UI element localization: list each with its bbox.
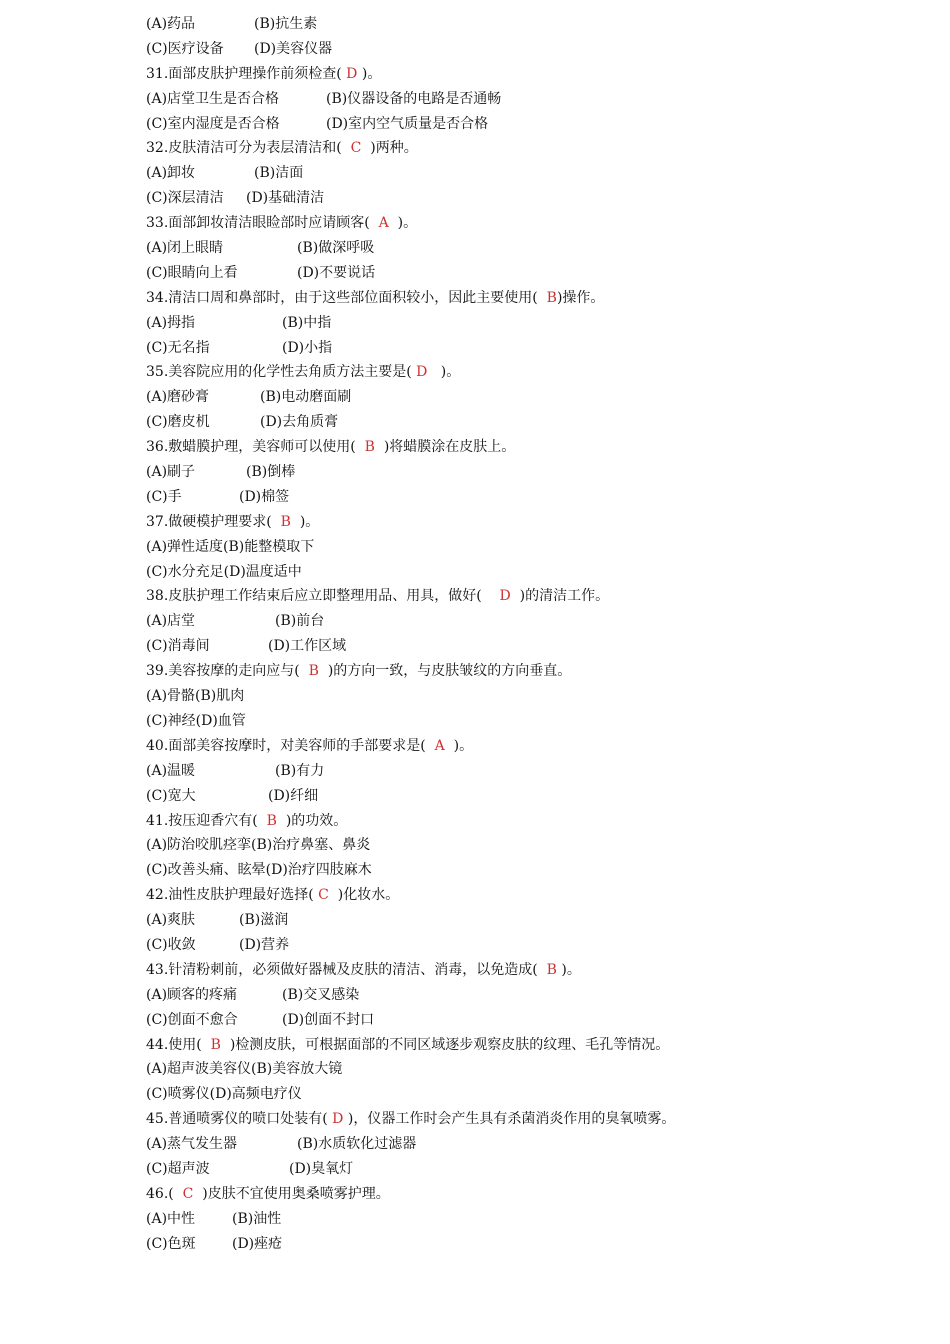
option-text: (C)无名指 xyxy=(146,339,210,356)
option-line xyxy=(146,759,926,784)
question-suffix: )。 xyxy=(431,364,461,381)
option-text: (A)刷子 xyxy=(146,464,196,481)
answer-letter: B xyxy=(271,513,300,530)
option-text: (D)创面不封口 xyxy=(282,1011,375,1028)
option-line xyxy=(146,908,926,933)
option-text: (B)前台 xyxy=(275,613,325,630)
question-line xyxy=(146,1182,926,1207)
option-text: (D)治疗四肢麻木 xyxy=(265,862,372,879)
option-text: (D)高频电疗仪 xyxy=(209,1086,302,1103)
question-suffix: )化妆水。 xyxy=(337,887,400,904)
question-text: 33.面部卸妆清洁眼睑部时应请顾客( xyxy=(146,215,370,232)
answer-letter: D xyxy=(411,364,432,381)
option-line xyxy=(146,684,926,709)
question-suffix: )的功效。 xyxy=(285,812,348,829)
option-text: (C)眼睛向上看 xyxy=(146,264,238,281)
answer-letter: C xyxy=(173,1185,203,1202)
option-line xyxy=(146,1207,926,1232)
question-line xyxy=(146,62,926,87)
answer-letter: B xyxy=(257,812,286,829)
option-text: (B)做深呼吸 xyxy=(297,240,375,257)
option-text: (C)深层清洁 xyxy=(146,190,224,207)
option-text: (C)水分充足 xyxy=(146,563,224,580)
question-suffix: )操作。 xyxy=(556,289,605,306)
option-text: (C)喷雾仪 xyxy=(146,1086,210,1103)
option-line xyxy=(146,236,926,261)
question-line xyxy=(146,734,926,759)
option-line xyxy=(146,186,926,211)
question-text: 35.美容院应用的化学性去角质方法主要是( xyxy=(146,364,412,381)
question-suffix: )两种。 xyxy=(370,140,418,157)
question-suffix: )。 xyxy=(556,961,581,978)
option-line xyxy=(146,485,926,510)
question-suffix: )皮肤不宜使用奥桑喷雾护理。 xyxy=(202,1185,390,1202)
option-text: (B)能整模取下 xyxy=(223,538,315,555)
option-line xyxy=(146,784,926,809)
question-text: 36.敷蜡膜护理，美容师可以使用( xyxy=(146,439,356,456)
option-text: (A)温暖 xyxy=(146,762,196,779)
option-line xyxy=(146,410,926,435)
option-line xyxy=(146,161,926,186)
option-line xyxy=(146,1082,926,1107)
question-text: 42.油性皮肤护理最好选择( xyxy=(146,887,314,904)
question-suffix: )，仪器工作时会产生具有杀菌消炎作用的臭氧喷雾。 xyxy=(347,1111,676,1128)
option-text: (D)美容仪器 xyxy=(254,40,333,57)
question-text: 37.做硬模护理要求( xyxy=(146,513,272,530)
option-text: (D)血管 xyxy=(195,712,246,729)
option-text: (C)消毒间 xyxy=(146,638,210,655)
answer-letter: B xyxy=(201,1036,230,1053)
question-text: 43.针清粉刺前，必须做好器械及皮肤的清洁、消毒，以免造成( xyxy=(146,961,547,978)
answer-letter: D xyxy=(341,65,362,82)
question-text: 40.面部美容按摩时，对美容师的手部要求是( xyxy=(146,737,426,754)
option-text: (D)去角质膏 xyxy=(260,414,339,431)
option-text: (C)超声波 xyxy=(146,1160,210,1177)
question-line xyxy=(146,510,926,535)
answer-letter: D xyxy=(490,588,520,605)
option-line xyxy=(146,933,926,958)
question-line xyxy=(146,211,926,236)
question-line xyxy=(146,584,926,609)
answer-letter: B xyxy=(546,289,557,306)
option-text: (A)闭上眼睛 xyxy=(146,240,224,257)
option-text: (A)顾客的疼痛 xyxy=(146,986,238,1003)
option-text: (A)骨骼 xyxy=(146,688,196,705)
question-text: 39.美容按摩的走向应与( xyxy=(146,663,300,680)
option-text: (B)抗生素 xyxy=(254,16,318,32)
option-text: (A)防治咬肌痉挛 xyxy=(146,837,252,854)
question-line xyxy=(146,809,926,834)
question-suffix: )。 xyxy=(299,513,320,530)
option-line xyxy=(146,1132,926,1157)
option-text: (C)创面不愈合 xyxy=(146,1011,238,1028)
option-line xyxy=(146,833,926,858)
question-text: 38.皮肤护理工作结束后应立即整理用品、用具，做好( xyxy=(146,588,491,605)
option-text: (C)医疗设备 xyxy=(146,40,224,57)
option-line xyxy=(146,858,926,883)
question-line xyxy=(146,435,926,460)
option-text: (B)治疗鼻塞、鼻炎 xyxy=(251,837,371,854)
option-text: (B)倒棒 xyxy=(246,464,296,481)
question-suffix: )将蜡膜涂在皮肤上。 xyxy=(383,439,516,456)
question-line xyxy=(146,1107,926,1132)
option-text: (B)肌肉 xyxy=(195,688,245,705)
document-page xyxy=(146,12,926,1257)
option-text: (C)磨皮机 xyxy=(146,414,210,431)
option-text: (C)手 xyxy=(146,488,182,505)
question-line xyxy=(146,1033,926,1058)
option-line xyxy=(146,261,926,286)
option-text: (B)美容放大镜 xyxy=(251,1061,343,1078)
option-text: (A)店堂卫生是否合格 xyxy=(146,90,280,107)
question-suffix: )。 xyxy=(453,737,474,754)
answer-letter: C xyxy=(341,140,371,157)
question-text: 45.普通喷雾仪的喷口处装有( xyxy=(146,1111,328,1128)
option-text: (A)弹性适度 xyxy=(146,538,224,555)
option-text: (C)改善头痛、眩晕 xyxy=(146,862,266,879)
question-text: 46.( xyxy=(146,1185,174,1202)
option-text: (B)电动磨面刷 xyxy=(260,389,352,406)
option-text: (A)爽肤 xyxy=(146,912,196,929)
option-line xyxy=(146,112,926,137)
question-text: 32.皮肤清洁可分为表层清洁和( xyxy=(146,140,342,157)
option-text: (B)洁面 xyxy=(254,165,304,182)
option-line xyxy=(146,336,926,361)
question-text: 31.面部皮肤护理操作前须检查( xyxy=(146,65,342,82)
option-text: (A)药品 xyxy=(146,16,196,32)
option-line xyxy=(146,460,926,485)
option-text: (D)小指 xyxy=(282,339,333,356)
option-line xyxy=(146,1057,926,1082)
option-text: (B)仪器设备的电路是否通畅 xyxy=(326,90,502,107)
option-text: (B)油性 xyxy=(232,1210,282,1227)
option-text: (D)室内空气质量是否合格 xyxy=(326,115,489,132)
answer-letter: D xyxy=(327,1111,348,1128)
question-suffix: )。 xyxy=(361,65,382,82)
question-suffix: )。 xyxy=(397,215,418,232)
answer-letter: B xyxy=(299,663,328,680)
question-line xyxy=(146,659,926,684)
option-text: (D)棉签 xyxy=(239,488,290,505)
option-line xyxy=(146,37,926,62)
option-line xyxy=(146,709,926,734)
answer-letter: C xyxy=(313,887,338,904)
answer-letter: A xyxy=(369,215,398,232)
question-suffix: )的清洁工作。 xyxy=(519,588,610,605)
option-text: (A)超声波美容仪 xyxy=(146,1061,252,1078)
answer-letter: B xyxy=(355,439,384,456)
question-text: 41.按压迎香穴有( xyxy=(146,812,258,829)
option-line xyxy=(146,609,926,634)
option-text: (B)水质软化过滤器 xyxy=(297,1136,417,1153)
option-text: (D)温度适中 xyxy=(223,563,302,580)
question-line xyxy=(146,136,926,161)
option-text: (A)蒸气发生器 xyxy=(146,1136,238,1153)
question-line xyxy=(146,958,926,983)
question-line xyxy=(146,286,926,311)
option-text: (C)神经 xyxy=(146,712,196,729)
option-text: (B)交叉感染 xyxy=(282,986,360,1003)
option-text: (D)工作区域 xyxy=(268,638,347,655)
option-text: (D)不要说话 xyxy=(297,264,376,281)
option-text: (B)有力 xyxy=(275,762,325,779)
option-text: (A)磨砂膏 xyxy=(146,389,210,406)
option-text: (A)中性 xyxy=(146,1210,196,1227)
option-text: (D)基础清洁 xyxy=(246,190,325,207)
option-line xyxy=(146,560,926,585)
option-text: (D)纤细 xyxy=(268,787,319,804)
option-line xyxy=(146,983,926,1008)
option-line xyxy=(146,535,926,560)
answer-letter: A xyxy=(425,737,454,754)
option-text: (C)室内湿度是否合格 xyxy=(146,115,280,132)
question-text: 34.清洁口周和鼻部时，由于这些部位面积较小，因此主要使用( xyxy=(146,289,547,306)
option-text: (C)收敛 xyxy=(146,936,196,953)
option-line xyxy=(146,12,926,37)
option-text: (A)卸妆 xyxy=(146,165,196,182)
option-line xyxy=(146,87,926,112)
question-line xyxy=(146,360,926,385)
option-text: (D)营养 xyxy=(239,936,290,953)
option-text: (B)滋润 xyxy=(239,912,289,929)
option-line xyxy=(146,1008,926,1033)
option-text: (B)中指 xyxy=(282,314,332,331)
option-line xyxy=(146,311,926,336)
option-text: (A)拇指 xyxy=(146,314,196,331)
question-suffix: )检测皮肤，可根据面部的不同区域逐步观察皮肤的纹理、毛孔等情况。 xyxy=(229,1036,670,1053)
option-line xyxy=(146,1232,926,1257)
option-line xyxy=(146,634,926,659)
option-line xyxy=(146,385,926,410)
question-line xyxy=(146,883,926,908)
option-text: (A)店堂 xyxy=(146,613,196,630)
option-line xyxy=(146,1157,926,1182)
option-text: (C)宽大 xyxy=(146,787,196,804)
question-suffix: )的方向一致，与皮肤皱纹的方向垂直。 xyxy=(327,663,572,680)
question-text: 44.使用( xyxy=(146,1036,202,1053)
answer-letter: B xyxy=(546,961,557,978)
option-text: (C)色斑 xyxy=(146,1235,196,1252)
option-text: (D)臭氧灯 xyxy=(289,1160,354,1177)
option-text: (D)痤疮 xyxy=(232,1235,283,1252)
